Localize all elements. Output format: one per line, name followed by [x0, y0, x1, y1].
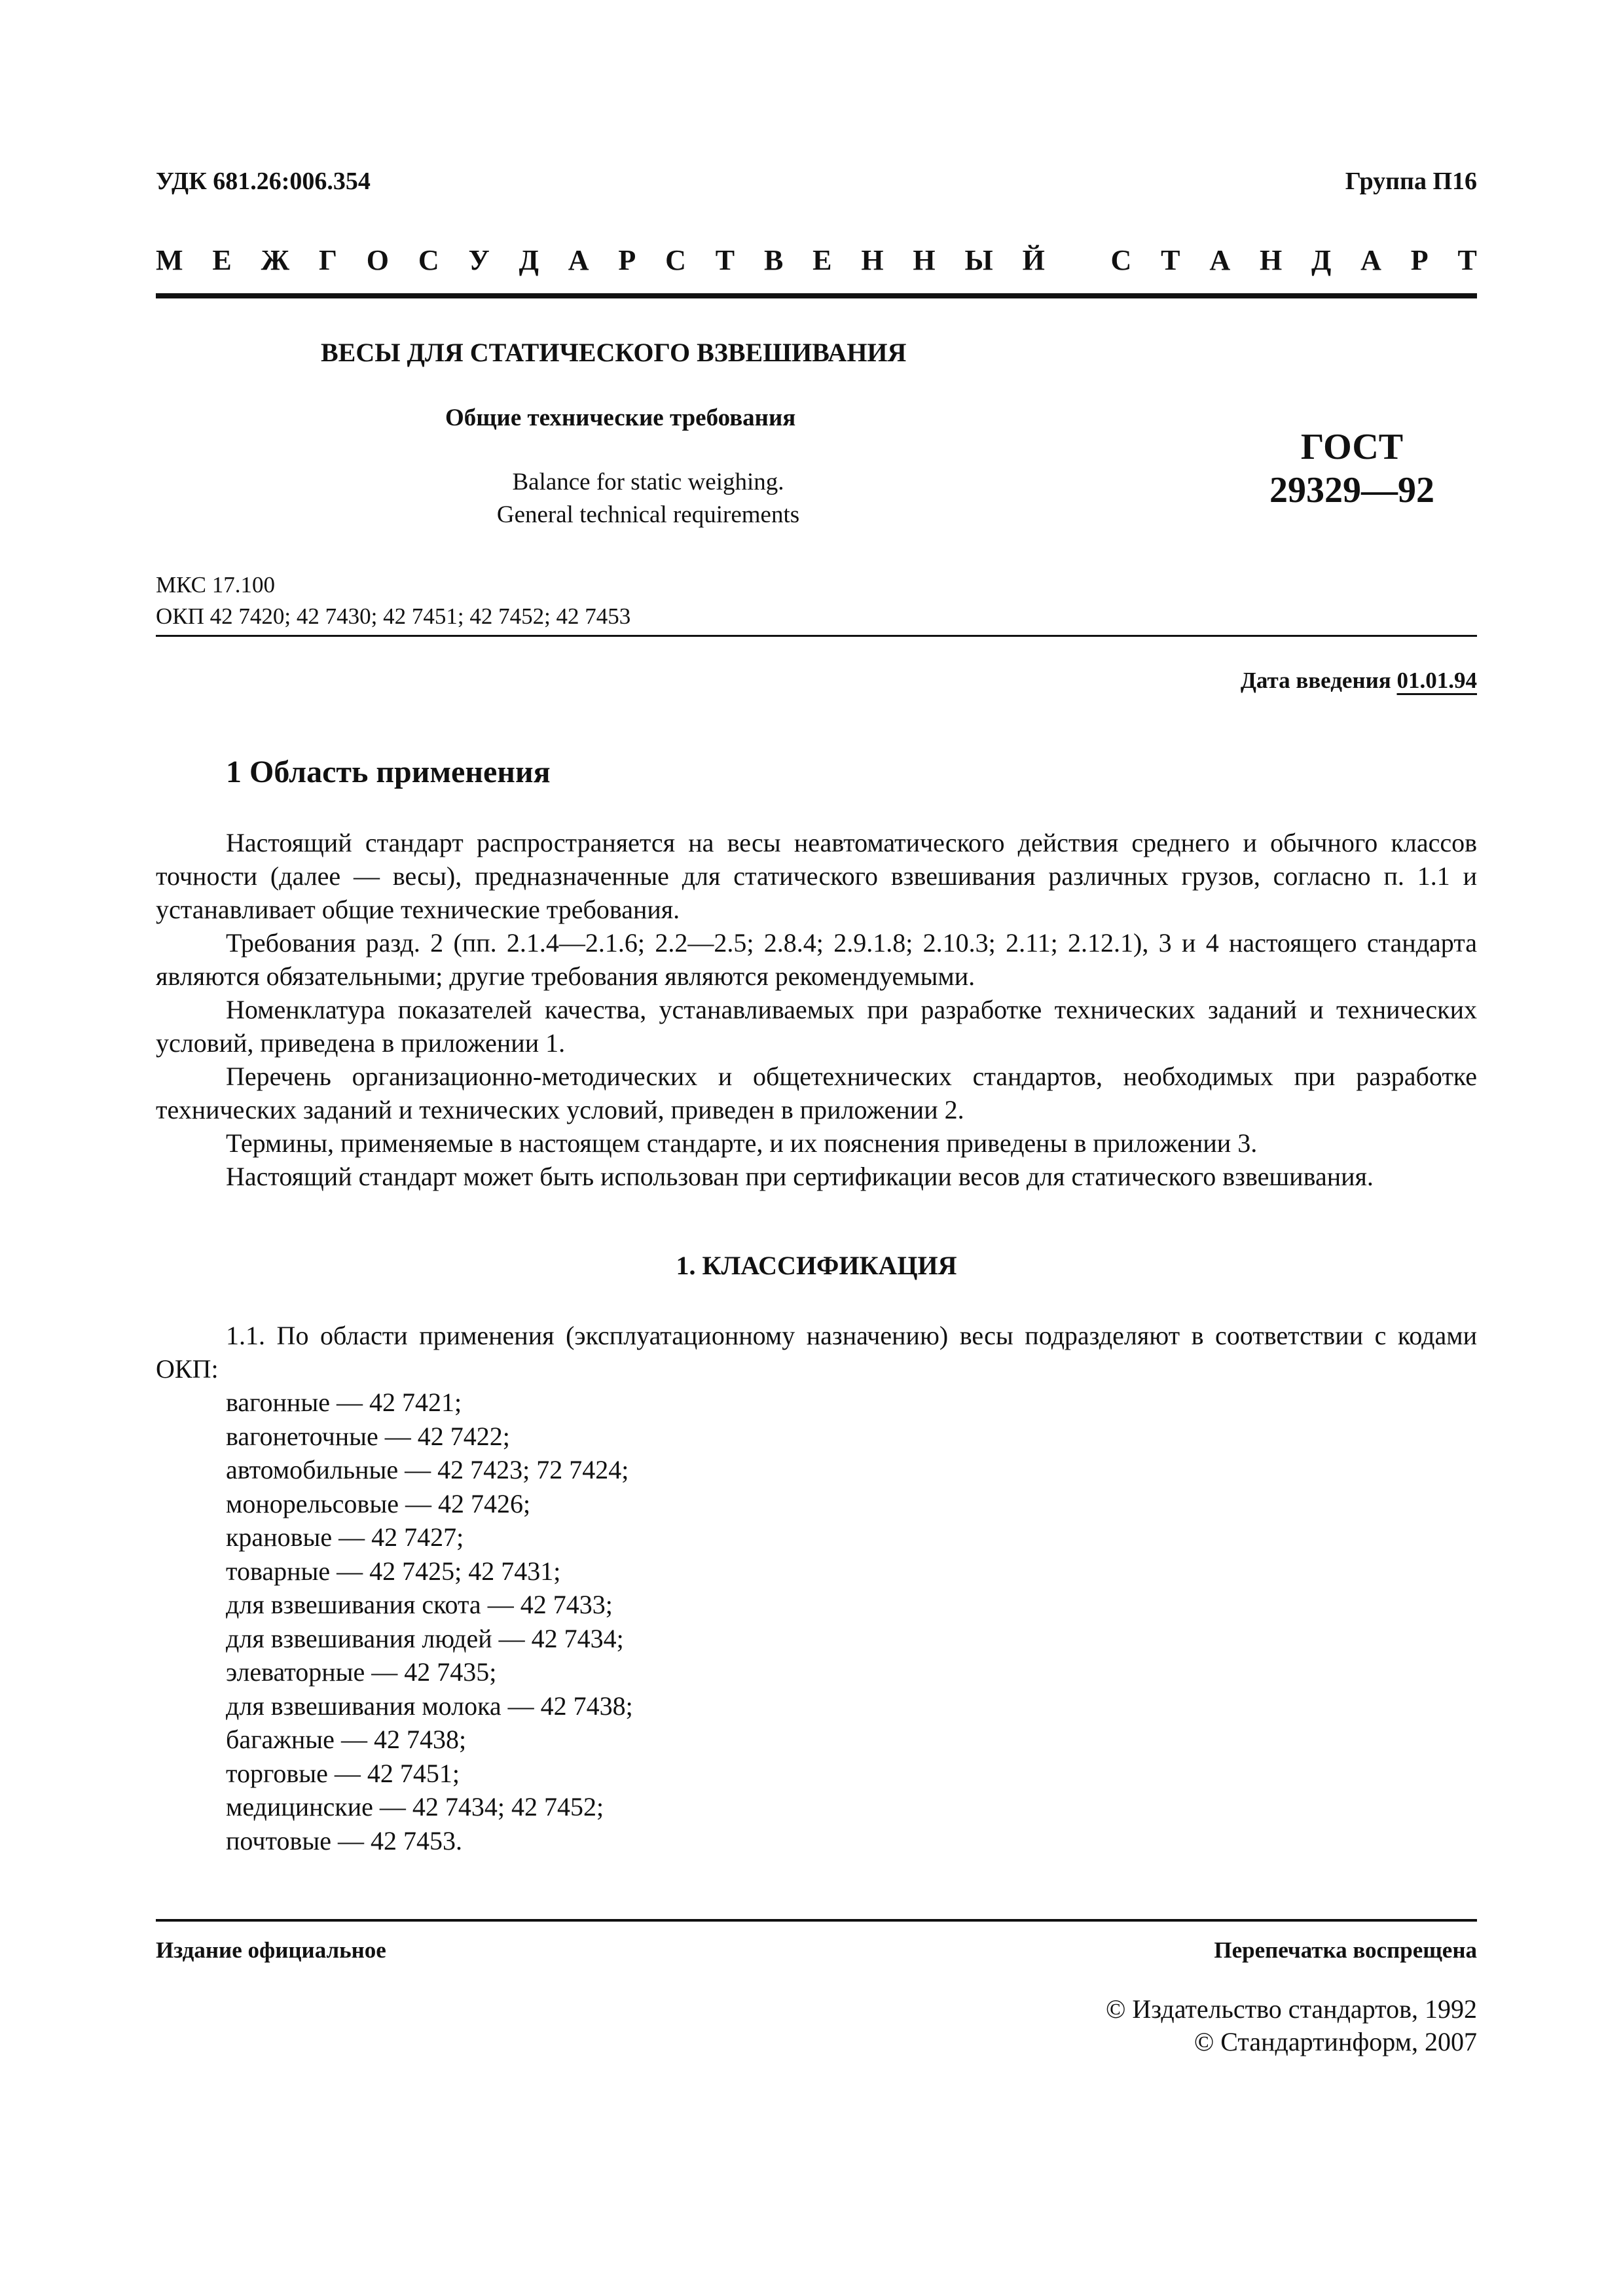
introduction-date: [1241, 668, 1477, 694]
top-rule: [156, 293, 1477, 298]
copyright: [1106, 1993, 1477, 2058]
banner-letter: О: [366, 244, 390, 276]
banner-letter: Т: [715, 244, 735, 276]
banner-letter: Ж: [261, 244, 290, 276]
banner-letter: А: [1209, 244, 1231, 276]
list-item: элеваторные — 42 7435;: [226, 1657, 497, 1687]
list-item: вагонные — 42 7421;: [226, 1388, 462, 1417]
banner-letter: В: [763, 244, 784, 276]
classification-codes: [156, 569, 630, 632]
list-item: крановые — 42 7427;: [226, 1522, 464, 1552]
banner-letter: М: [156, 244, 183, 276]
paragraph: Настоящий стандарт может быть использован при сертификации весов для статического взвешивания.: [226, 1162, 1374, 1191]
list-item: почтовые — 42 7453.: [226, 1825, 462, 1856]
list-item: товарные — 42 7425; 42 7431;: [226, 1556, 561, 1586]
list-item: для взвешивания скота — 42 7433;: [226, 1590, 613, 1619]
copyright-line: © Стандартинформ, 2007: [1194, 2027, 1477, 2056]
english-title-line1: Balance for static weighing.: [512, 469, 784, 495]
banner-letter: Н: [913, 244, 936, 276]
gost-code: 29329—92: [1269, 470, 1434, 511]
scope-body: [156, 826, 1477, 1193]
group-code: Группа П16: [1345, 168, 1477, 195]
banner-letter: Р: [618, 244, 636, 276]
classification-heading: 1. КЛАССИФИКАЦИЯ: [676, 1251, 957, 1280]
reprint-note: Перепечатка воспрещена: [1214, 1937, 1477, 1963]
gost-label: ГОСТ: [1300, 427, 1404, 467]
banner-letter: Г: [318, 244, 337, 276]
paragraph: Термины, применяемые в настоящем стандарте, и их пояснения приведены в приложении 3.: [226, 1128, 1258, 1158]
banner-letter: Н: [861, 244, 884, 276]
banner-letter: Е: [812, 244, 832, 276]
list-item: автомобильные — 42 7423; 72 7424;: [226, 1455, 629, 1484]
classification-list: [226, 1386, 633, 1857]
list-item: монорельсовые — 42 7426;: [226, 1488, 531, 1518]
bottom-rule: [156, 1919, 1477, 1922]
list-item: медицинские — 42 7434; 42 7452;: [226, 1792, 604, 1821]
banner-letter: Д: [519, 244, 539, 276]
classification-body: [156, 1319, 1477, 1386]
list-item: вагонеточные — 42 7422;: [226, 1421, 510, 1451]
english-title-line2: General technical requirements: [496, 501, 800, 528]
banner-letter: С: [418, 244, 439, 276]
paragraph: 1.1. По области применения (эксплуатационному назначению) весы подразделяют в соответствии с кодами ОКП:: [156, 1321, 1477, 1384]
gost-number: [1244, 425, 1460, 512]
paragraph: Перечень организационно-методических и общетехнических стандартов, необходимых при разработке технических заданий и технических условий, приведен в приложении 2.: [156, 1062, 1477, 1124]
okp-codes: ОКП 42 7420; 42 7430; 42 7451; 42 7452; 42 7453: [156, 603, 631, 629]
list-item: для взвешивания людей — 42 7434;: [226, 1623, 624, 1653]
mks-code: МКС 17.100: [156, 572, 275, 598]
section-heading: 1 Область применения: [226, 755, 551, 789]
paragraph: Настоящий стандарт распространяется на весы неавтоматического действия среднего и обычного классов точности (далее — весы), предназначенные для статического взвешивания различных грузов, согласно п. 1.1 и устанавливает общие технические требования.: [156, 828, 1477, 924]
banner-letter: С: [665, 244, 686, 276]
banner-letter: А: [1360, 244, 1381, 276]
banner-letter: А: [568, 244, 589, 276]
banner-letter: Т: [1457, 244, 1477, 276]
middle-rule: [156, 635, 1477, 637]
banner-letter: Т: [1161, 244, 1180, 276]
list-item: для взвешивания молока — 42 7438;: [226, 1691, 633, 1721]
banner-letter: Д: [1311, 244, 1332, 276]
list-item: багажные — 42 7438;: [226, 1725, 467, 1754]
banner-letter: Р: [1410, 244, 1429, 276]
banner-letter: Е: [212, 244, 232, 276]
interstate-standard-banner: [156, 243, 1477, 277]
english-title: [458, 466, 838, 531]
list-item: торговые — 42 7451;: [226, 1758, 460, 1788]
document-subtitle: Общие технические требования: [445, 404, 796, 431]
date-value: 01.01.94: [1396, 668, 1477, 693]
document-title: ВЕСЫ ДЛЯ СТАТИЧЕСКОГО ВЗВЕШИВАНИЯ: [321, 338, 907, 367]
banner-gap: [1074, 243, 1082, 277]
banner-letter: Ы: [964, 244, 993, 276]
banner-letter: Й: [1022, 244, 1045, 276]
edition-note: Издание официальное: [156, 1937, 386, 1963]
date-label: Дата введения: [1240, 668, 1391, 693]
copyright-line: © Издательство стандартов, 1992: [1105, 1994, 1477, 2024]
banner-letter: У: [468, 244, 490, 276]
udk-code: УДК 681.26:006.354: [156, 168, 371, 195]
banner-letter: С: [1110, 244, 1132, 276]
paragraph: Номенклатура показателей качества, устанавливаемых при разработке технических заданий и технических условий, приведена в приложении 1.: [156, 995, 1477, 1058]
paragraph: Требования разд. 2 (пп. 2.1.4—2.1.6; 2.2—2.5; 2.8.4; 2.9.1.8; 2.10.3; 2.11; 2.12.1), 3 и 4 настоящего стандарта являются обязательными; другие требования являются рекомендуемыми.: [156, 928, 1477, 991]
banner-letter: Н: [1259, 244, 1283, 276]
